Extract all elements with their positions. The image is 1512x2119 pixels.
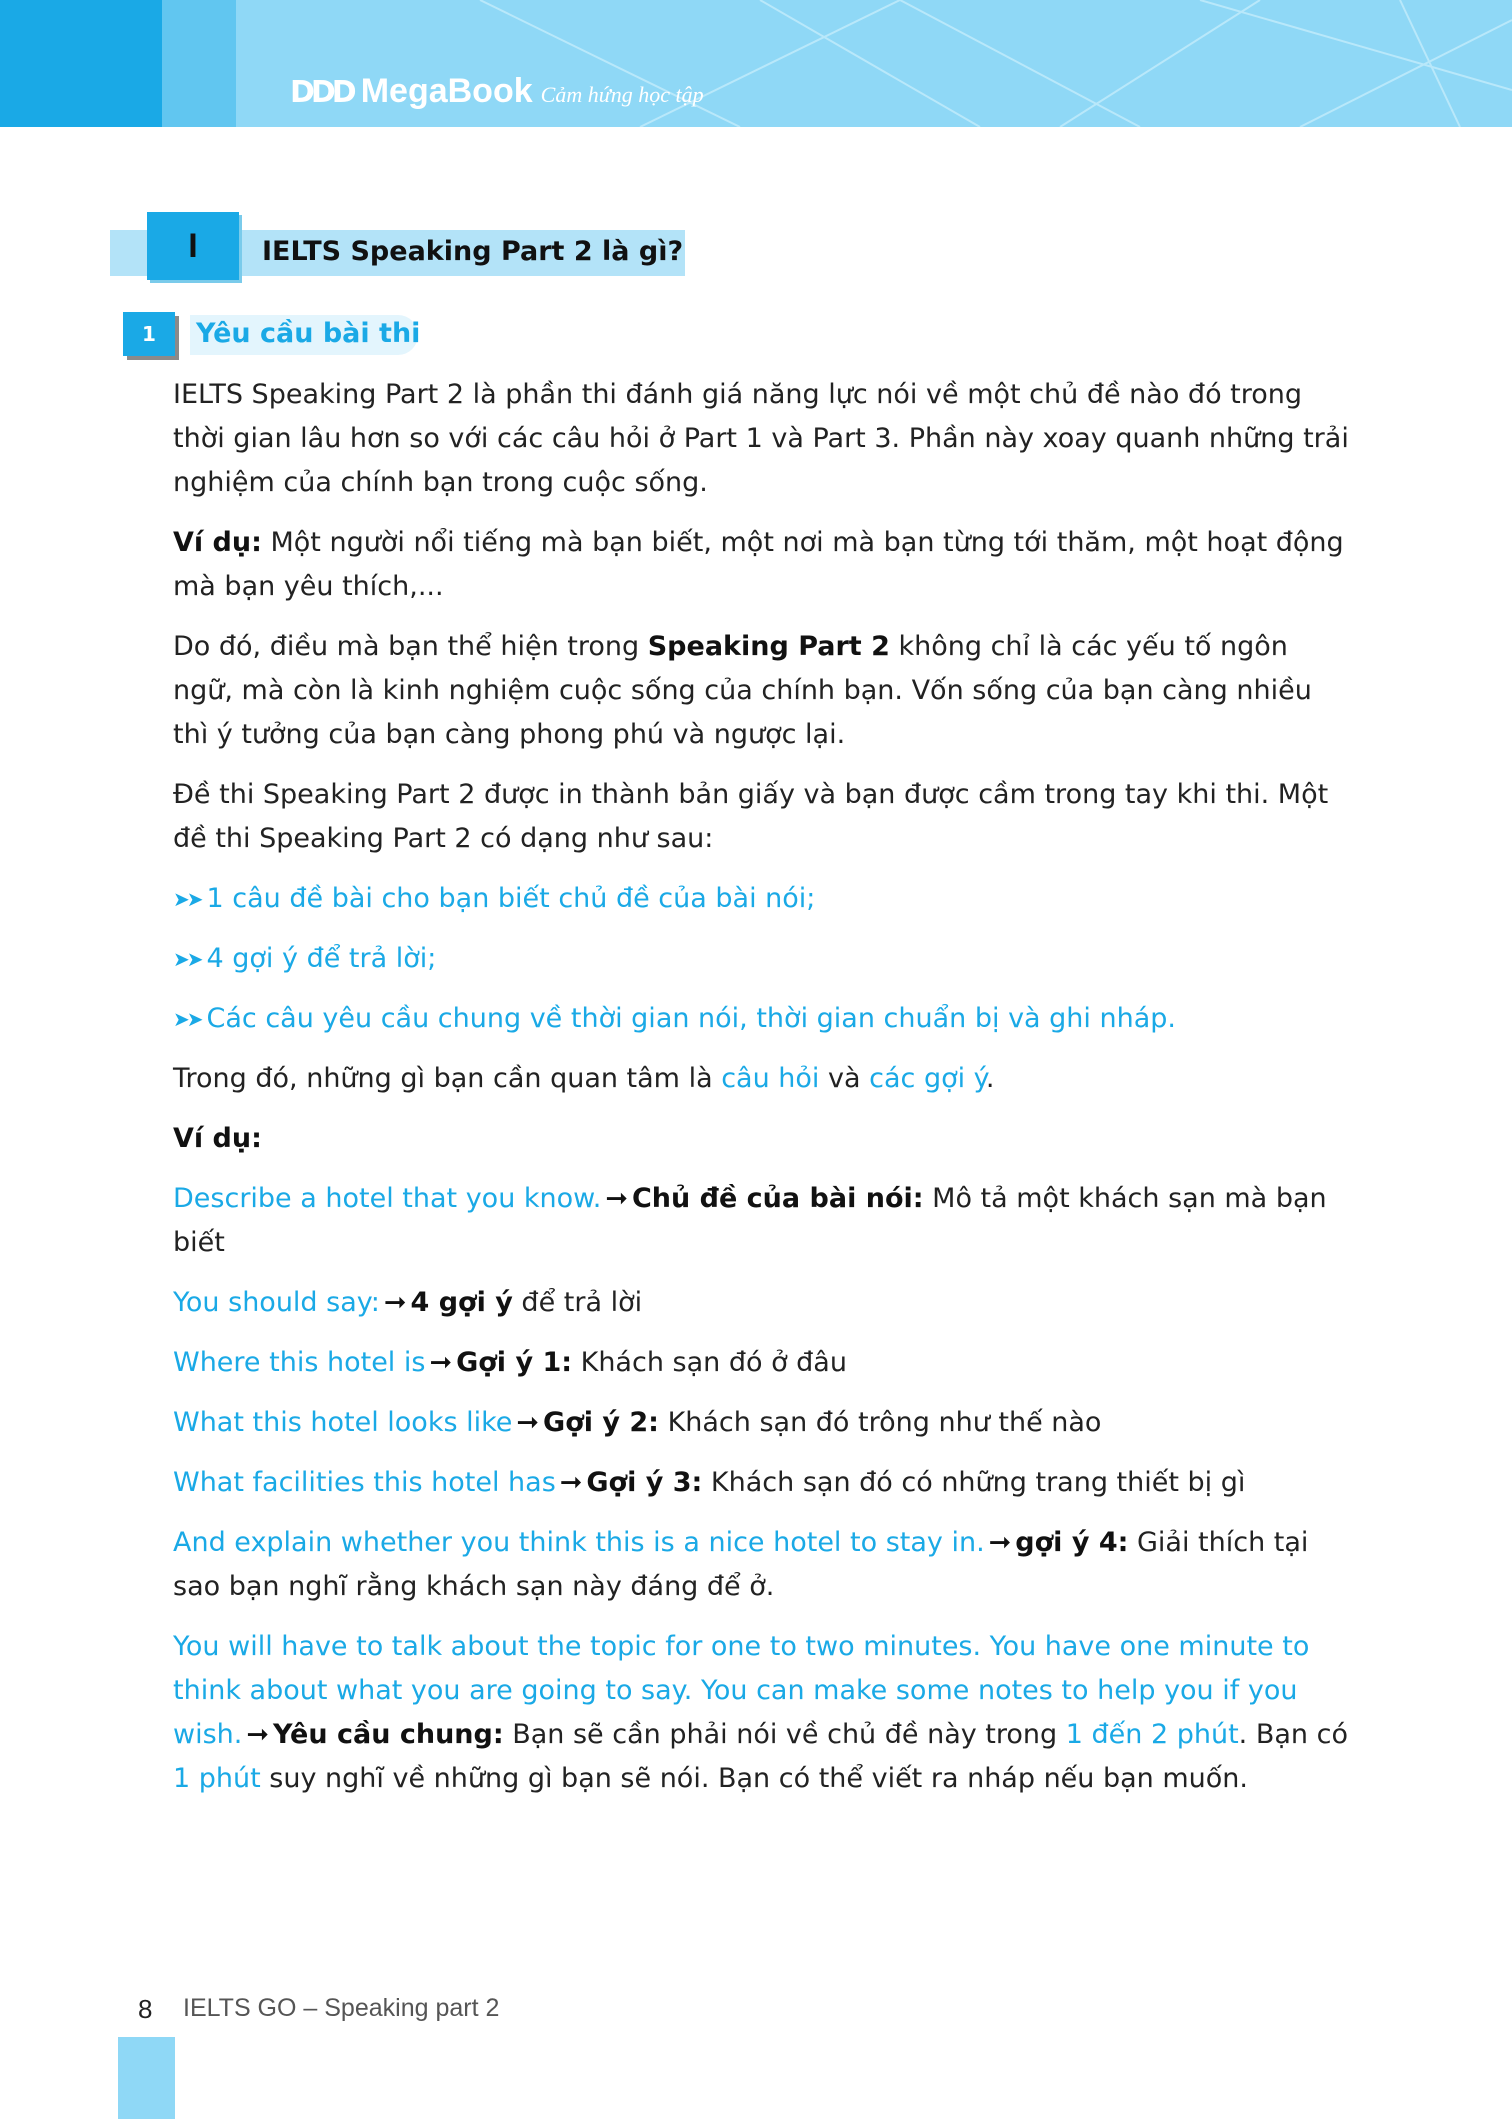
example-line <box>173 1521 1355 1609</box>
example-vietnamese: Khách sạn đó ở đâu <box>572 1347 847 1378</box>
p3-bold: Speaking Part 2 <box>647 631 890 662</box>
header-pattern <box>0 0 1512 127</box>
example-line <box>173 1177 1355 1265</box>
section-number: I <box>147 212 239 280</box>
paragraph-example <box>173 521 1355 609</box>
footer-accent-block <box>118 2037 175 2119</box>
requirement-text-a: Bạn sẽ cần phải nói về chủ đề này trong <box>503 1719 1066 1750</box>
p5-highlight-hints: các gợi ý <box>869 1063 986 1094</box>
page-number: 8 <box>138 1994 153 2024</box>
p5-text-c: và <box>819 1063 870 1094</box>
example-vietnamese: Mô tả một khách sạn mà bạn biết <box>173 1183 1327 1258</box>
example-english: What facilities this hotel has <box>173 1467 556 1498</box>
logo-tagline: Cảm hứng học tập <box>540 82 704 107</box>
page-header <box>0 0 1512 127</box>
bullet-text: Các câu yêu cầu chung về thời gian nói, thời gian chuẩn bị và ghi nháp. <box>206 1003 1176 1034</box>
example-label: Ví dụ: <box>173 527 262 558</box>
paragraph-intro: IELTS Speaking Part 2 là phần thi đánh giá năng lực nói về một chủ đề nào đó trong thời gian lâu hơn so với các câu hỏi ở Part 1 và Part 3. Phần này xoay quanh những trải nghiệm của chính bạn trong cuộc sống. <box>173 379 1349 498</box>
p3-text-a: Do đó, điều mà bạn thể hiện trong <box>173 631 648 662</box>
example-line <box>173 1341 1355 1385</box>
example-label: Gợi ý 3: <box>586 1467 703 1498</box>
logo-mark-icon: DDD <box>290 75 353 110</box>
bullet-text: 1 câu đề bài cho bạn biết chủ đề của bài nói; <box>206 883 816 914</box>
example-label: gợi ý 4: <box>1015 1527 1129 1558</box>
main-content <box>173 373 1355 1817</box>
double-arrow-icon: ➤➤ <box>173 947 201 971</box>
example-text: Một người nổi tiếng mà bạn biết, một nơi mà bạn từng tới thăm, một hoạt động mà bạn yêu thích,... <box>173 527 1344 602</box>
example-heading: Ví dụ: <box>173 1123 262 1154</box>
example-vietnamese: Khách sạn đó trông như thế nào <box>658 1407 1102 1438</box>
example-label: Gợi ý 2: <box>543 1407 659 1438</box>
example-vietnamese: để trả lời <box>512 1287 643 1318</box>
paragraph-exam-format: Đề thi Speaking Part 2 được in thành bản giấy và bạn được cầm trong tay khi thi. Một đề thi Speaking Part 2 có dạng như sau: <box>173 779 1329 854</box>
example-vietnamese: Khách sạn đó có những trang thiết bị gì <box>702 1467 1246 1498</box>
arrow-right-icon: ➞ <box>988 1527 1012 1558</box>
example-line <box>173 1461 1355 1505</box>
subsection-number: 1 <box>123 312 175 356</box>
example-line <box>173 1401 1355 1445</box>
double-arrow-icon: ➤➤ <box>173 887 201 911</box>
requirement-time-speak: 1 đến 2 phút <box>1065 1719 1239 1750</box>
footer-title: IELTS GO – Speaking part 2 <box>183 1994 500 2022</box>
bullet-item <box>173 997 1355 1041</box>
example-vietnamese: Giải thích tại sao bạn nghĩ rằng khách sạn này đáng để ở. <box>173 1527 1309 1602</box>
p3-text-c: không chỉ là các yếu tố ngôn ngữ, mà còn là kinh nghiệm cuộc sống của chính bạn. Vốn sống của bạn càng nhiều thì ý tưởng của bạn càng phong phú và ngược lại. <box>173 631 1312 750</box>
section-title: IELTS Speaking Part 2 là gì? <box>262 236 684 267</box>
example-label: Gợi ý 1: <box>456 1347 573 1378</box>
arrow-right-icon: ➞ <box>429 1347 453 1378</box>
double-arrow-icon: ➤➤ <box>173 1007 201 1031</box>
requirement-text-e: suy nghĩ về những gì bạn sẽ nói. Bạn có thể viết ra nháp nếu bạn muốn. <box>260 1763 1248 1794</box>
paragraph-focus <box>173 1057 1355 1101</box>
arrow-right-icon: ➞ <box>516 1407 540 1438</box>
requirement-time-think: 1 phút <box>173 1763 261 1794</box>
requirement-english: You will have to talk about the topic for one to two minutes. You have one minute to think about what you are going to say. You can make some notes to help you if you wish. <box>173 1631 1310 1750</box>
logo-brand: MegaBook <box>360 72 533 110</box>
megabook-logo <box>290 72 704 111</box>
example-label: 4 gợi ý <box>410 1287 513 1318</box>
p5-highlight-question: câu hỏi <box>721 1063 820 1094</box>
arrow-right-icon: ➞ <box>605 1183 628 1214</box>
example-english: What this hotel looks like <box>173 1407 513 1438</box>
bullet-item <box>173 937 1355 981</box>
example-line <box>173 1281 1355 1325</box>
requirement-text-c: . Bạn có <box>1238 1719 1348 1750</box>
p5-text-a: Trong đó, những gì bạn cần quan tâm là <box>173 1063 722 1094</box>
general-requirement <box>173 1625 1355 1801</box>
requirement-label: Yêu cầu chung: <box>272 1719 504 1750</box>
example-english: You should say: <box>173 1287 380 1318</box>
subsection-title: Yêu cầu bài thi <box>196 318 421 349</box>
example-english: And explain whether you think this is a nice hotel to stay in. <box>173 1527 985 1558</box>
arrow-right-icon: ➞ <box>246 1719 269 1750</box>
example-english: Describe a hotel that you know. <box>173 1183 602 1214</box>
example-english: Where this hotel is <box>173 1347 426 1378</box>
paragraph-so <box>173 625 1355 757</box>
bullet-item <box>173 877 1355 921</box>
p5-text-e: . <box>985 1063 995 1094</box>
arrow-right-icon: ➞ <box>559 1467 583 1498</box>
bullet-text: 4 gợi ý để trả lời; <box>206 943 437 974</box>
example-label: Chủ đề của bài nói: <box>631 1183 924 1214</box>
arrow-right-icon: ➞ <box>383 1287 407 1318</box>
